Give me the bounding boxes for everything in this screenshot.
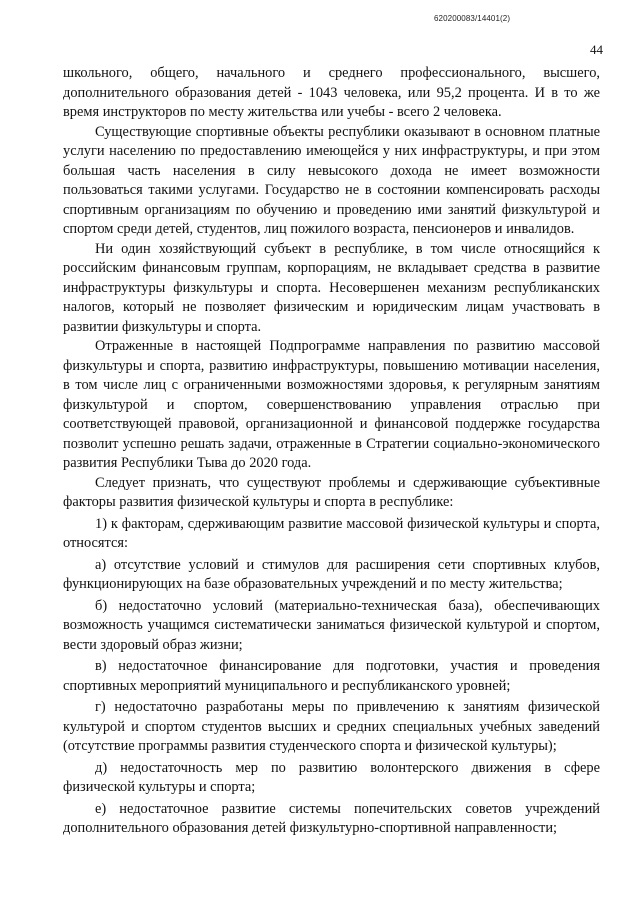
list-item-a: а) отсутствие условий и стимулов для расширения сети спортивных клубов, функционирующих на базе образовательных учреждений и по месту жительства; <box>63 556 600 592</box>
document-body <box>63 64 600 839</box>
paragraph-subprogram-directions: Отраженные в настоящей Подпрограмме направления по развитию массовой физкультуры и спорта, развитию инфраструктуры, повышению мотивации населения, в том числе лиц с ограниченными возможностями здоровья, к регулярным занятиям физкультурой и спортом, совершенствованию управления отраслью при соответствующей правовой, организационной и финансовой поддержке государства позволит успешно решать задачи, отраженные в Стратегии социально-экономического развития Республики Тыва до 2020 года. <box>63 338 600 471</box>
page-number: 44 <box>590 42 603 57</box>
list-item-g: г) недостаточно разработаны меры по привлечению к занятиям физической культурой и спортом студентов высших и средних специальных учебных заведений (отсутствие программы развития студенческого спорта и физической культуры); <box>63 699 600 754</box>
paragraph-sports-facilities: Существующие спортивные объекты республики оказывают в основном платные услуги населению по предоставлению имеющейся у них инфраструктуры, и при этом большая часть населения в силу невысокого дохода не имеет возможности пользоваться такими услугами. Государство не в состоянии компенсировать расходы спортивным организациям по обучению и проведению ими занятий физкультурой и спортом среди детей, студентов, лиц пожилого возраста, пенсионеров и инвалидов. <box>63 123 600 237</box>
paragraph-business-entities: Ни один хозяйствующий субъект в республике, в том числе относящийся к российским финансовым группам, корпорациям, не вкладывает средства в развитие инфраструктуры физкультуры и спорта. Несовершенен механизм республиканских налогов, который не позволяет физическим и юридическим лицам участвовать в развитии физкультуры и спорта. <box>63 240 600 335</box>
document-id: 620200083/14401(2) <box>434 14 511 23</box>
list-item-factors-heading: 1) к факторам, сдерживающим развитие массовой физической культуры и спорта, относятся: <box>63 515 600 551</box>
paragraph-problems-intro: Следует признать, что существуют проблемы и сдерживающие субъективные факторы развития физической культуры и спорта в республике: <box>63 474 600 510</box>
list-item-v: в) недостаточное финансирование для подготовки, участия и проведения спортивных мероприятий муниципального и республиканского уровней; <box>63 658 600 694</box>
list-item-d: д) недостаточность мер по развитию волонтерского движения в сфере физической культуры и спорта; <box>63 759 600 795</box>
list-item-b: б) недостаточно условий (материально-техническая база), обеспечивающих возможность учащимся систематически заниматься физической культурой и спортом, вести здоровый образ жизни; <box>63 597 600 653</box>
paragraph-continuation: школьного, общего, начального и среднего профессионального, высшего, дополнительного образования детей - 1043 человека, или 95,2 процента. И в то же время инструкторов по месту жительства или учебы - всего 2 человека. <box>63 65 600 120</box>
list-item-e: е) недостаточное развитие системы попечительских советов учреждений дополнительного образования детей физкультурно-спортивной направленности; <box>63 800 600 836</box>
